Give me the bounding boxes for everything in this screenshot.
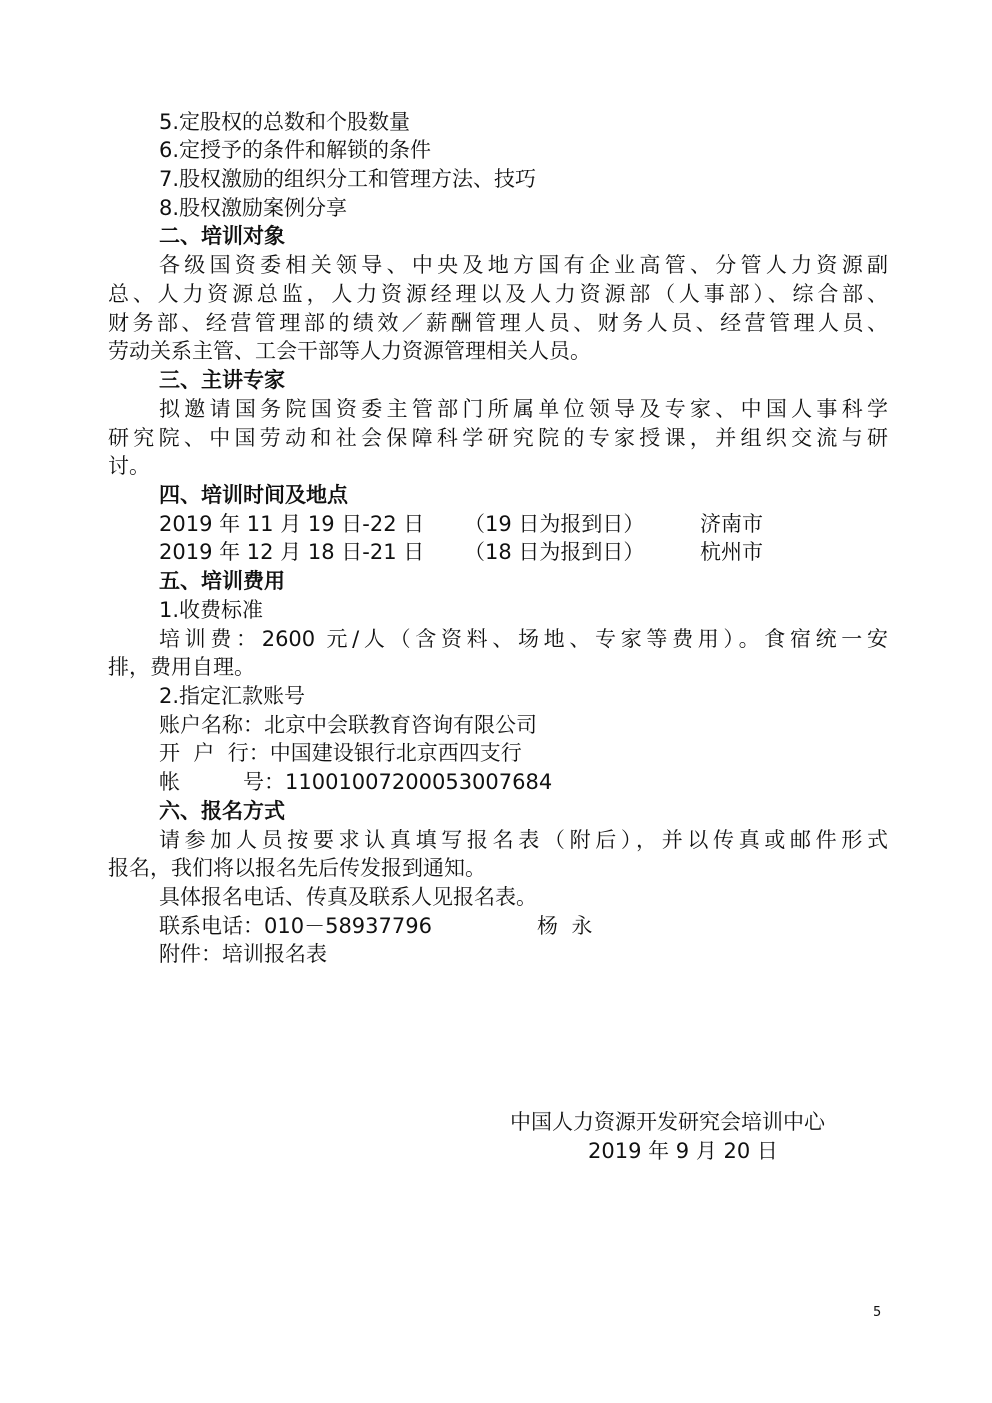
paragraph-line: 财务部、经营管理部的绩效／薪酬管理人员、财务人员、经营管理人员、 [108, 311, 888, 335]
signature-date: 2019 年 9 月 20 日 [588, 1139, 778, 1163]
account-title: 2.指定汇款账号 [159, 684, 306, 708]
paragraph-line: 劳动关系主管、工会干部等人力资源管理相关人员。 [108, 339, 591, 363]
section-heading: 三、主讲专家 [159, 368, 285, 392]
list-item: 7.股权激励的组织分工和管理方法、技巧 [159, 167, 537, 191]
paragraph-line: 各级国资委相关领导、中央及地方国有企业高管、分管人力资源副 [159, 253, 888, 277]
section-heading: 二、培训对象 [159, 224, 285, 248]
account-number: 号：11001007200053007684 [243, 770, 553, 794]
section-heading: 五、培训费用 [159, 569, 285, 593]
session-note: （18 日为报到日） [464, 540, 645, 564]
section-heading: 四、培训时间及地点 [159, 483, 348, 507]
session-row [159, 538, 888, 567]
account-number-row [159, 768, 888, 797]
bank-name: 开 户 行：中国建设银行北京西四支行 [159, 741, 522, 765]
account-number-label: 帐 [159, 770, 180, 794]
session-row [159, 510, 888, 539]
list-item: 8.股权激励案例分享 [159, 196, 348, 220]
signature-org: 中国人力资源开发研究会培训中心 [510, 1110, 825, 1134]
paragraph-line: 研究院、中国劳动和社会保障科学研究院的专家授课，并组织交流与研 [108, 426, 888, 450]
list-item: 5.定股权的总数和个股数量 [159, 110, 411, 134]
session-date: 2019 年 11 月 19 日-22 日 [159, 512, 425, 536]
paragraph-line: 总、人力资源总监，人力资源经理以及人力资源部（人事部）、综合部、 [108, 282, 888, 306]
list-item: 6.定授予的条件和解锁的条件 [159, 138, 432, 162]
session-city: 济南市 [700, 512, 763, 536]
section-heading: 六、报名方式 [159, 799, 285, 823]
account-name: 账户名称：北京中会联教育咨询有限公司 [159, 713, 537, 737]
paragraph-line: 排，费用自理。 [108, 655, 255, 679]
paragraph-line: 报名，我们将以报名先后传发报到通知。 [108, 856, 486, 880]
contact-row [159, 912, 888, 941]
paragraph-line: 请参加人员按要求认真填写报名表（附后），并以传真或邮件形式 [159, 828, 888, 852]
fee-title: 1.收费标准 [159, 598, 264, 622]
paragraph-line: 拟邀请国务院国资委主管部门所属单位领导及专家、中国人事科学 [159, 397, 888, 421]
page-number: 5 [873, 1305, 882, 1320]
paragraph-line: 讨。 [108, 454, 150, 478]
session-note: （19 日为报到日） [464, 512, 645, 536]
paragraph-line: 具体报名电话、传真及联系人见报名表。 [159, 885, 537, 909]
session-date: 2019 年 12 月 18 日-21 日 [159, 540, 425, 564]
attachment-note: 附件：培训报名表 [159, 942, 327, 966]
paragraph-line: 培训费：2600 元/人（含资料、场地、专家等费用）。食宿统一安 [159, 627, 888, 651]
contact-person: 杨 永 [537, 914, 593, 938]
session-city: 杭州市 [700, 540, 763, 564]
contact-phone: 联系电话：010－58937796 [159, 914, 432, 938]
